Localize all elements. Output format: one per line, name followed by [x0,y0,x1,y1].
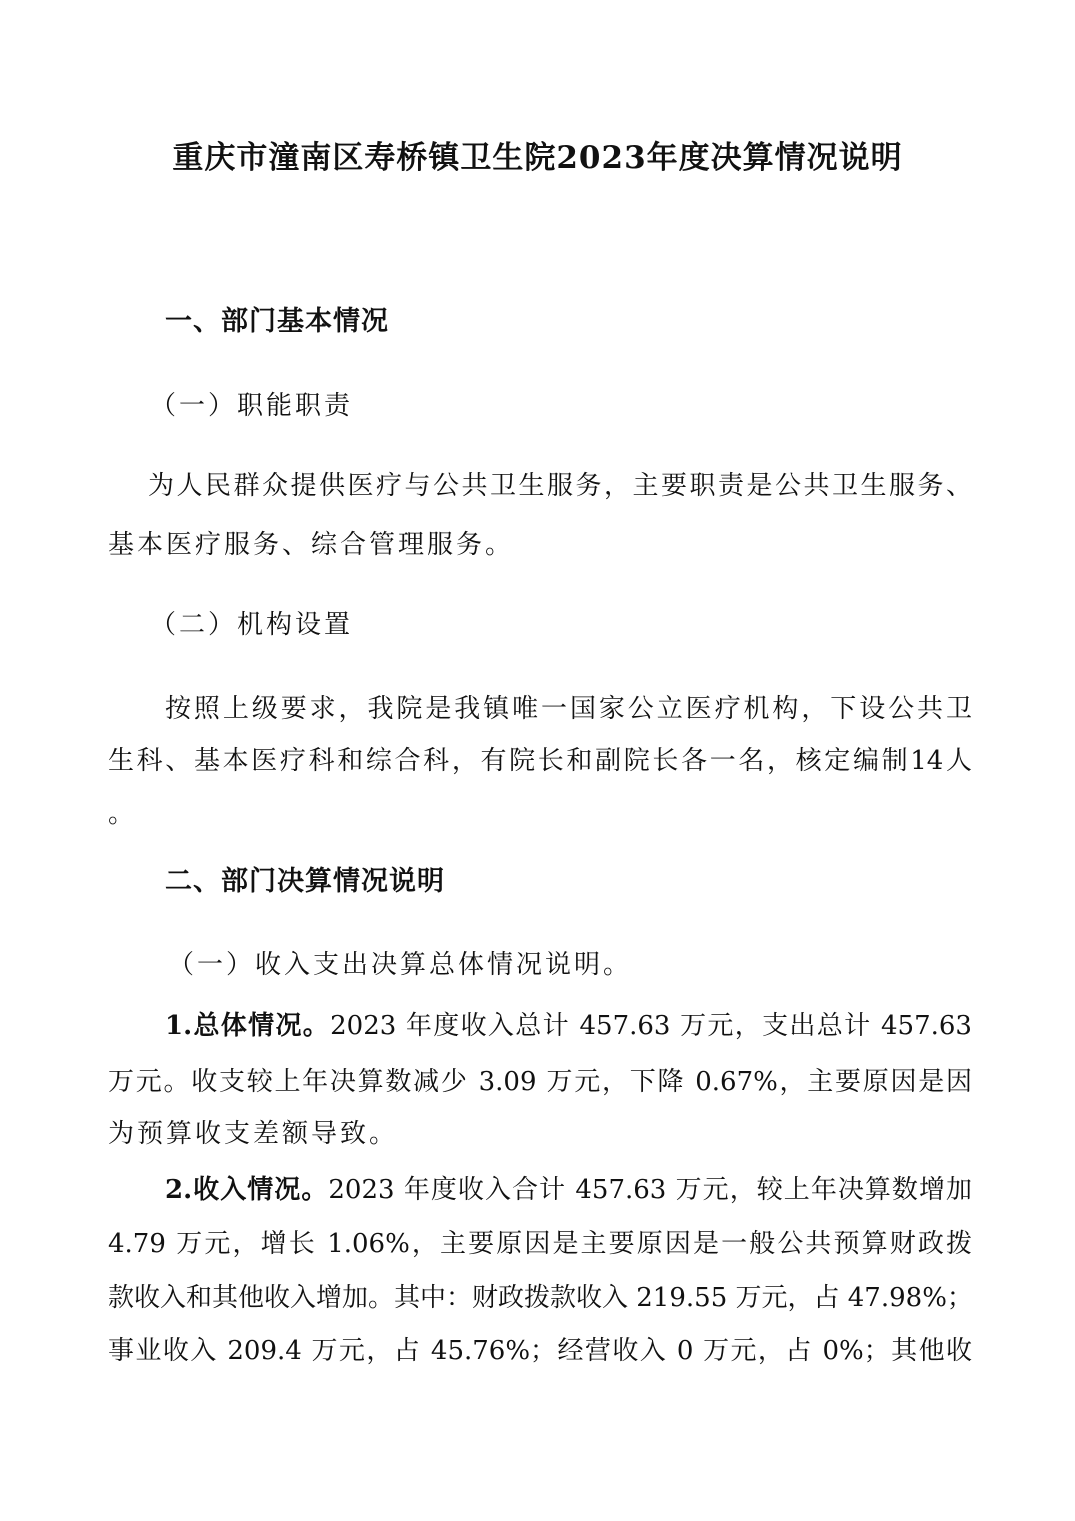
paragraph-line: 万元。收支较上年决算数减少 3.09 万元，下降 0.67%，主要原因是因 [108,1067,972,1097]
item-label-overall: 1.总体情况。 [165,1011,331,1041]
section-heading-final-accounts: 二、部门决算情况说明 [165,866,445,897]
subsection-heading-functions: （一）职能职责 [150,391,354,421]
paragraph-line: 4.79 万元，增长 1.06%，主要原因是主要原因是一般公共预算财政拨 [108,1229,972,1259]
paragraph-line: 按照上级要求，我院是我镇唯一国家公立医疗机构，下设公共卫 [165,694,972,724]
paragraph-line: 基本医疗服务、综合管理服务。 [108,530,515,560]
paragraph-line: 款收入和其他收入增加。其中：财政拨款收入 219.55 万元，占 47.98%； [108,1283,973,1313]
paragraph-line: 为预算收支差额导致。 [108,1119,399,1149]
paragraph-line: 事业收入 209.4 万元，占 45.76%；经营收入 0 万元，占 0%；其他收 [108,1336,972,1366]
paragraph-line [165,1170,972,1210]
section-heading-basic-info: 一、部门基本情况 [165,306,389,337]
paragraph-line: 生科、基本医疗科和综合科，有院长和副院长各一名，核定编制14人 [108,746,972,776]
item-text: 2023 年度收入合计 457.63 万元，较上年决算数增加 [328,1175,973,1205]
paragraph-line: 为人民群众提供医疗与公共卫生服务，主要职责是公共卫生服务、 [148,471,972,501]
item-label-income: 2.收入情况。 [165,1175,329,1205]
subsection-heading-income-expense: （一）收入支出决算总体情况说明。 [168,950,633,980]
subsection-heading-organization: （二）机构设置 [150,610,354,640]
document-title: 重庆市潼南区寿桥镇卫生院2023年度决算情况说明 [172,140,903,176]
paragraph-line: 。 [108,799,138,829]
paragraph-line [165,1006,972,1046]
item-text: 2023 年度收入总计 457.63 万元，支出总计 457.63 [330,1011,972,1041]
